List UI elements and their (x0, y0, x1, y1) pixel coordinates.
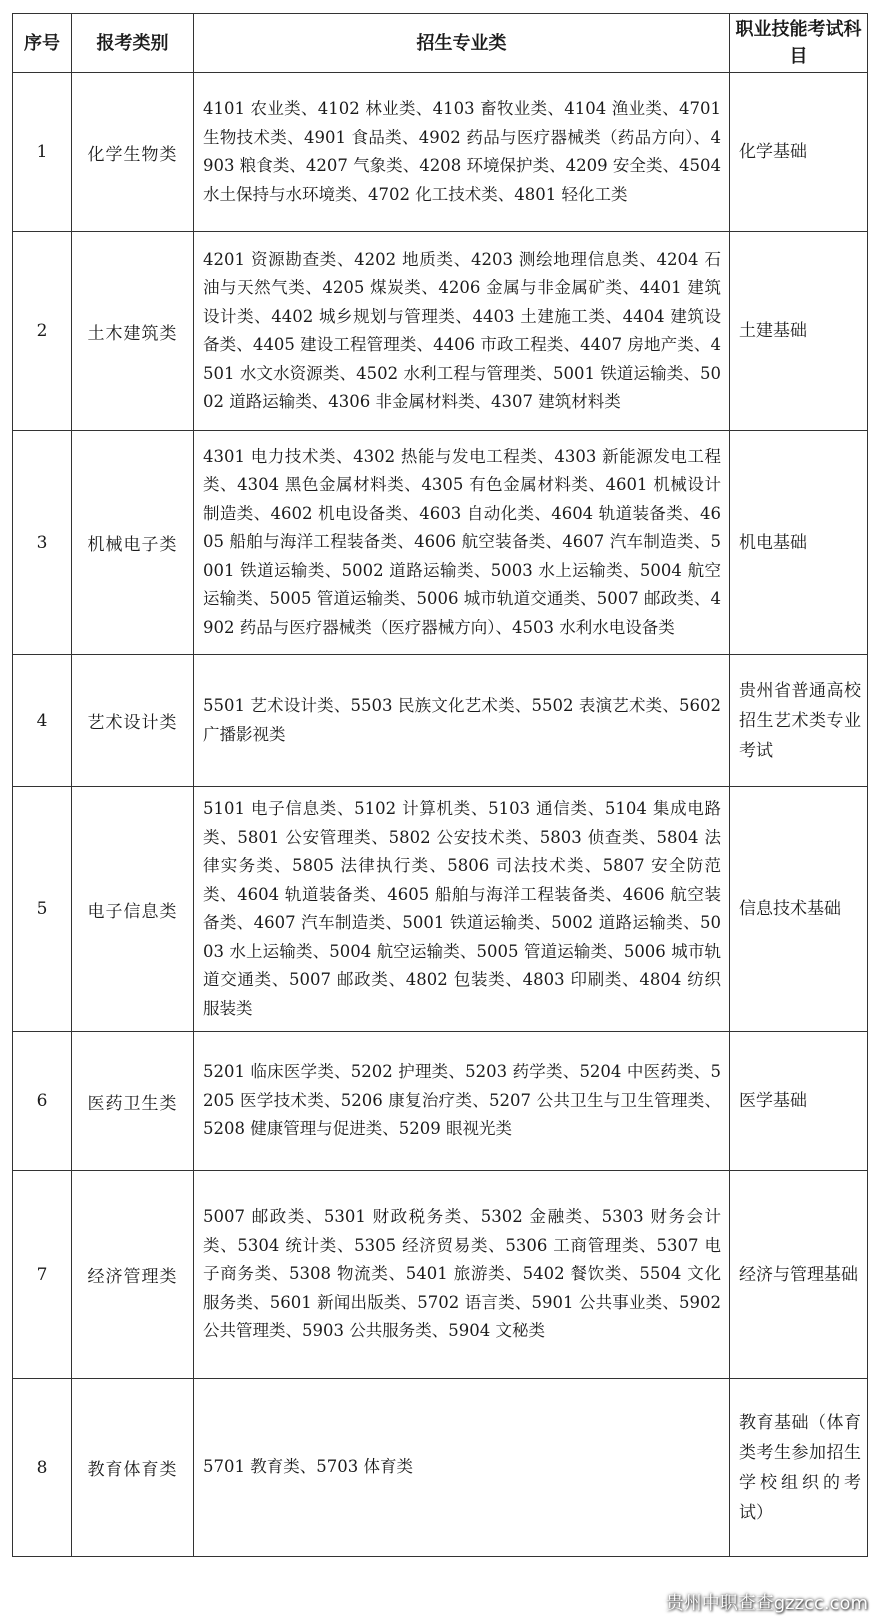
table-row (13, 1379, 868, 1557)
row-category: 教育体育类 (72, 1379, 194, 1557)
row-majors: 5701 教育类、5703 体育类 (194, 1379, 730, 1557)
row-category: 医药卫生类 (72, 1032, 194, 1171)
row-index: 3 (13, 431, 72, 655)
row-majors: 5501 艺术设计类、5503 民族文化艺术类、5502 表演艺术类、5602 广播影视类 (194, 655, 730, 787)
row-majors: 4301 电力技术类、4302 热能与发电工程类、4303 新能源发电工程类、4304 黑色金属材料类、4305 有色金属材料类、4601 机械设计制造类、4602 机电设备类、4603 自动化类、4604 轨道装备类、4605 船舶与海洋工程装备类、4606 航空装备类、4607 汽车制造类、5001 铁道运输类、5002 道路运输类、5003 水上运输类、5004 航空运输类、5005 管道运输类、5006 城市轨道交通类、5007 邮政类、4902 药品与医疗器械类（医疗器械方向）、4503 水利水电设备类 (194, 431, 730, 655)
row-exam: 教育基础（体育类考生参加招生学校组织的考试） (730, 1379, 868, 1557)
table-row (13, 431, 868, 655)
row-majors: 5101 电子信息类、5102 计算机类、5103 通信类、5104 集成电路类、5801 公安管理类、5802 公安技术类、5803 侦查类、5804 法律实务类、5805 法律执行类、5806 司法技术类、5807 安全防范类、4604 轨道装备类、4605 船舶与海洋工程装备类、4606 航空装备类、4607 汽车制造类、5001 铁道运输类、5002 道路运输类、5003 水上运输类、5004 航空运输类、5005 管道运输类、5006 城市轨道交通类、5007 邮政类、4802 包装类、4803 印刷类、4804 纺织服装类 (194, 787, 730, 1032)
row-category: 电子信息类 (72, 787, 194, 1032)
table-row (13, 232, 868, 431)
row-majors: 4101 农业类、4102 林业类、4103 畜牧业类、4104 渔业类、4701 生物技术类、4901 食品类、4902 药品与医疗器械类（药品方向）、4903 粮食类、4207 气象类、4208 环境保护类、4209 安全类、4504 水土保持与水环境类、4702 化工技术类、4801 轻化工类 (194, 73, 730, 232)
row-exam: 土建基础 (730, 232, 868, 431)
row-exam: 信息技术基础 (730, 787, 868, 1032)
row-index: 4 (13, 655, 72, 787)
table-row (13, 1032, 868, 1171)
table-row (13, 73, 868, 232)
row-exam: 机电基础 (730, 431, 868, 655)
admissions-table (12, 13, 868, 1557)
row-majors: 5007 邮政类、5301 财政税务类、5302 金融类、5303 财务会计类、5304 统计类、5305 经济贸易类、5306 工商管理类、5307 电子商务类、5308 物流类、5401 旅游类、5402 餐饮类、5504 文化服务类、5601 新闻出版类、5702 语言类、5901 公共事业类、5902 公共管理类、5903 公共服务类、5904 文秘类 (194, 1171, 730, 1379)
row-index: 1 (13, 73, 72, 232)
header-category: 报考类别 (72, 14, 194, 73)
row-category: 化学生物类 (72, 73, 194, 232)
row-majors: 4201 资源勘查类、4202 地质类、4203 测绘地理信息类、4204 石油与天然气类、4205 煤炭类、4206 金属与非金属矿类、4401 建筑设计类、4402 城乡规划与管理类、4403 土建施工类、4404 建筑设备类、4405 建设工程管理类、4406 市政工程类、4407 房地产类、4501 水文水资源类、4502 水利工程与管理类、5001 铁道运输类、5002 道路运输类、4306 非金属材料类、4307 建筑材料类 (194, 232, 730, 431)
row-index: 5 (13, 787, 72, 1032)
watermark: 贵州中职查查gzzcc.com (665, 1593, 868, 1614)
row-index: 2 (13, 232, 72, 431)
row-index: 8 (13, 1379, 72, 1557)
table-row (13, 787, 868, 1032)
row-index: 6 (13, 1032, 72, 1171)
table-header-row (13, 14, 868, 73)
row-category: 土木建筑类 (72, 232, 194, 431)
row-category: 机械电子类 (72, 431, 194, 655)
row-category: 经济管理类 (72, 1171, 194, 1379)
row-index: 7 (13, 1171, 72, 1379)
table-row (13, 655, 868, 787)
row-exam: 贵州省普通高校招生艺术类专业考试 (730, 655, 868, 787)
header-index: 序号 (13, 14, 72, 73)
row-exam: 经济与管理基础 (730, 1171, 868, 1379)
row-majors: 5201 临床医学类、5202 护理类、5203 药学类、5204 中医药类、5205 医学技术类、5206 康复治疗类、5207 公共卫生与卫生管理类、5208 健康管理与促进类、5209 眼视光类 (194, 1032, 730, 1171)
row-category: 艺术设计类 (72, 655, 194, 787)
header-majors: 招生专业类 (194, 14, 730, 73)
row-exam: 医学基础 (730, 1032, 868, 1171)
header-exam: 职业技能考试科目 (730, 14, 868, 73)
row-exam: 化学基础 (730, 73, 868, 232)
table-row (13, 1171, 868, 1379)
